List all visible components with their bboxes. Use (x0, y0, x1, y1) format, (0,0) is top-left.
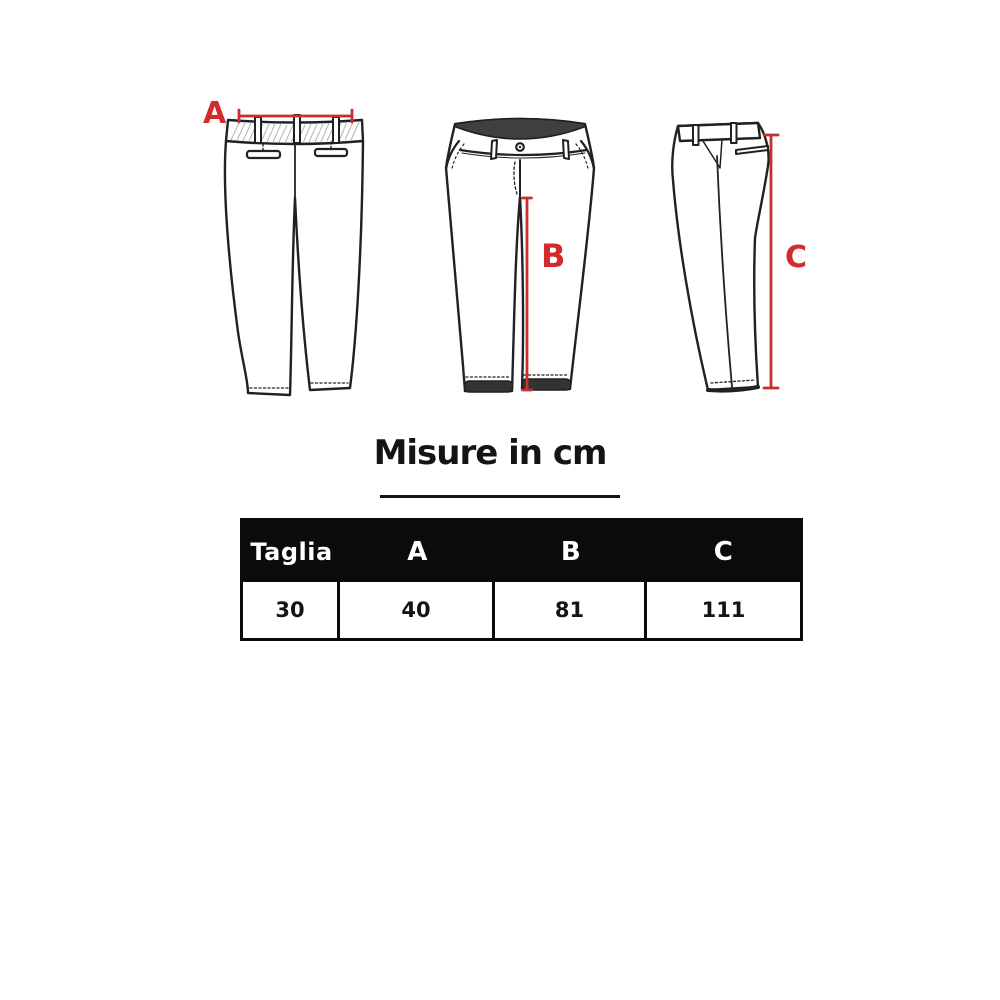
pants-front-view-drawing (435, 103, 605, 403)
side-waistband (678, 123, 760, 141)
back-pocket (315, 149, 347, 156)
belt-loop (333, 117, 339, 143)
header-cell-taglia: Taglia (250, 537, 333, 566)
belt-loop (294, 115, 300, 143)
title-underline (380, 495, 620, 498)
back-pocket (247, 151, 280, 158)
measure-label-b: B (541, 237, 566, 275)
belt-loop (563, 140, 569, 159)
measure-label-a: A (203, 96, 227, 131)
waist-button-hole (519, 146, 521, 148)
pants-back-silhouette (225, 141, 363, 395)
value-cell-taglia: 30 (243, 582, 340, 638)
value-cell-a: 40 (340, 582, 495, 638)
pants-back-view-figure (215, 92, 375, 407)
belt-loop (693, 125, 699, 145)
value-cell-b: 81 (495, 582, 647, 638)
belt-loop (731, 123, 737, 143)
size-table-data-row (243, 582, 800, 638)
header-cell-b: B (560, 536, 582, 567)
dark-hem (522, 379, 571, 390)
value-cell-c: 111 (701, 598, 746, 622)
pants-back-view-drawing (215, 92, 375, 407)
belt-loop (491, 140, 497, 159)
header-cell-a: A (407, 536, 428, 567)
page-title: Misure in cm (373, 433, 607, 473)
pants-front-view-figure (435, 103, 605, 403)
size-table-header-row (243, 521, 800, 582)
belt-loop (255, 117, 261, 143)
size-table (240, 518, 803, 641)
measure-label-c: C (785, 240, 808, 275)
dark-hem (465, 381, 513, 392)
header-cell-c: C (713, 536, 734, 567)
